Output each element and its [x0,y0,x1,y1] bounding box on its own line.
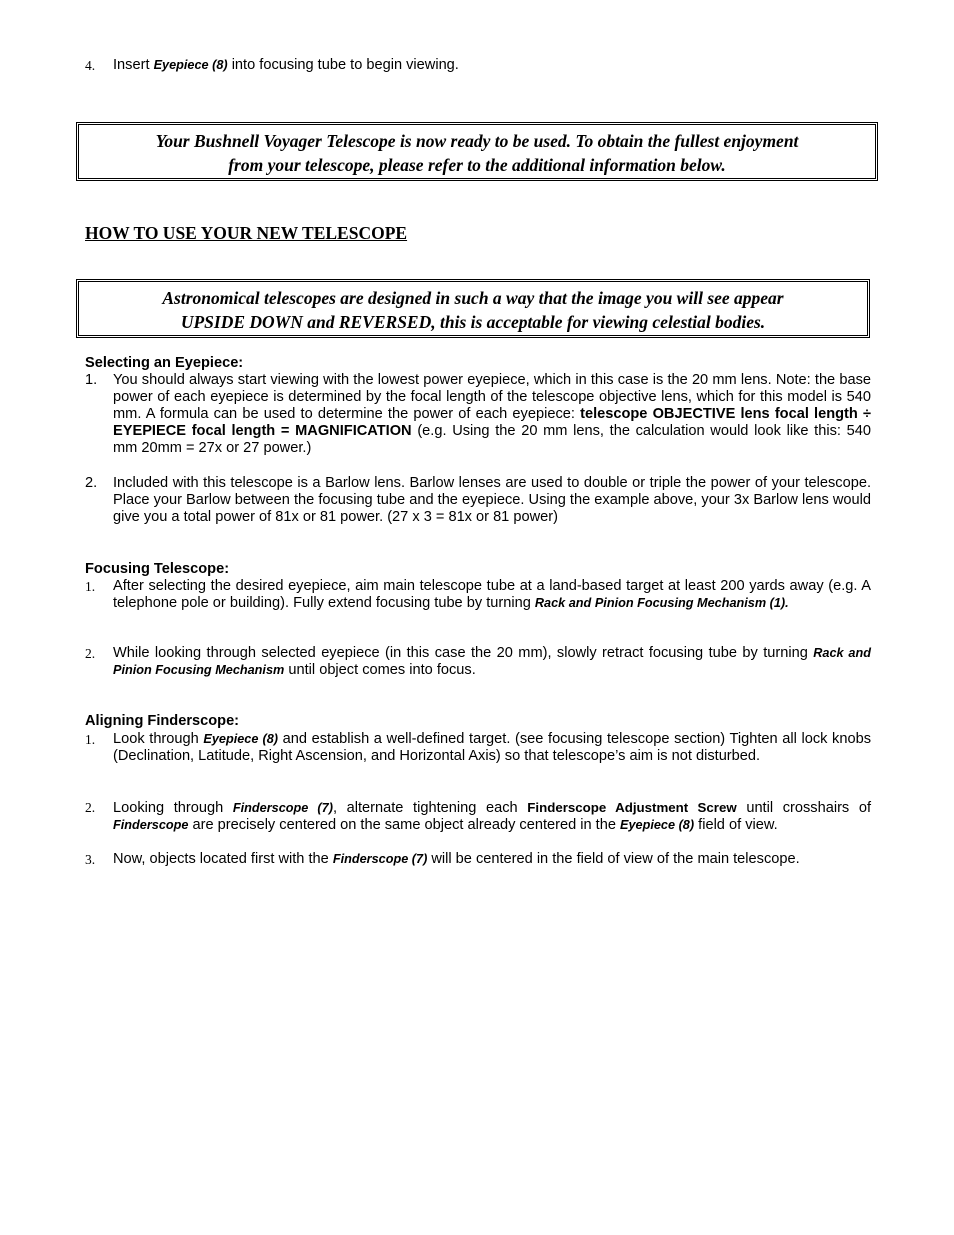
list-number: 2. [85,800,96,815]
step-text: into focusing tube to begin viewing. [231,57,459,73]
item-text: Looking through [113,800,224,816]
section-heading: HOW TO USE YOUR NEW TELESCOPE [85,223,408,243]
step-number: 4. [85,58,96,73]
part-reference: Finderscope Adjustment Screw [527,800,737,815]
part-reference: Rack and Pinion Focusing Mechanism (1). [534,596,789,610]
part-reference: Finderscope (7) [232,801,333,815]
item-text: , alternate tightening each [332,800,518,816]
aligning-item-3 [113,851,871,868]
part-reference: Finderscope [113,818,189,832]
list-number: 1. [85,732,96,747]
list-number: 3. [85,852,96,867]
aligning-finderscope-title: Aligning Finderscope: [85,713,240,729]
list-number: 1. [85,372,98,388]
item-text: (e.g. Using the 20 mm lens, the calculation would look like this: 540 mm 20mm = 27x or 27 power.) [113,423,871,456]
magnification-formula: telescope OBJECTIVE lens focal length ÷ EYEPIECE focal length = MAGNIFICATION [113,406,871,439]
aligning-item-2 [113,799,871,834]
part-reference: Eyepiece (8) [203,732,278,746]
orientation-warning-box [76,279,870,338]
ready-notice-box [76,122,878,181]
item-text: until object comes into focus. [288,662,476,678]
item-text: and establish a well-defined target. (see focusing telescope section) Tighten all lock knobs (Declination, Latitude, Right Ascension, and Horizontal Axis) so that telescope’s aim is not disturbed. [113,731,871,764]
warning-line: Astronomical telescopes are designed in such a way that the image you will see appear [162,288,784,308]
item-text: until crosshairs of [746,800,872,816]
part-reference: Eyepiece (8) [620,818,695,832]
item-text: will be centered in the field of view of the main telescope. [431,851,800,867]
step-text: Insert [113,57,150,73]
item-text: After selecting the desired eyepiece, aim main telescope tube at a land-based target at least 200 yards away (e.g. A telephone pole or building). Fully extend focusing tube by turning [113,578,871,611]
step-4-text [113,57,871,74]
selecting-item-1 [113,372,871,457]
selecting-eyepiece-title: Selecting an Eyepiece: [85,355,244,371]
part-reference: Finderscope (7) [332,852,428,866]
focusing-item-2 [113,645,871,679]
item-text: are precisely centered on the same object already centered in the [192,817,616,833]
warning-line: UPSIDE DOWN and REVERSED, this is acceptable for viewing celestial bodies. [180,312,766,332]
focusing-telescope-title: Focusing Telescope: [85,561,230,577]
focusing-item-1 [113,578,871,612]
item-text: While looking through selected eyepiece (in this case the 20 mm), slowly retract focusing tube by turning [113,645,808,661]
item-text: field of view. [698,817,778,833]
part-reference: Rack and Pinion Focusing Mechanism [113,646,871,677]
item-text: Look through [113,731,199,747]
list-number: 2. [85,475,98,491]
notice-line: from your telescope, please refer to the additional information below. [228,155,726,175]
notice-line: Your Bushnell Voyager Telescope is now ready to be used. To obtain the fullest enjoyment [155,131,799,151]
list-number: 1. [85,579,96,594]
aligning-item-1 [113,731,871,765]
item-text: Now, objects located first with the [113,851,329,867]
part-reference: Eyepiece (8) [153,58,228,72]
list-number: 2. [85,646,96,661]
item-text: You should always start viewing with the lowest power eyepiece, which in this case is the 20 mm lens. Note: the base power of each eyepiece is determined by the focal length of the telescope objective lens, which for this model is 540 mm. A formula can be used to determine the power of each eyepiece: [113,372,871,422]
selecting-item-2: Included with this telescope is a Barlow lens. Barlow lenses are used to double or triple the power of your telescope. Place your Barlow between the focusing tube and the eyepiece. Using the example above, your 3x Barlow lens would give you a total power of 81x or 81 power. (27 x 3 = 81x or 81 power) [113,475,871,525]
